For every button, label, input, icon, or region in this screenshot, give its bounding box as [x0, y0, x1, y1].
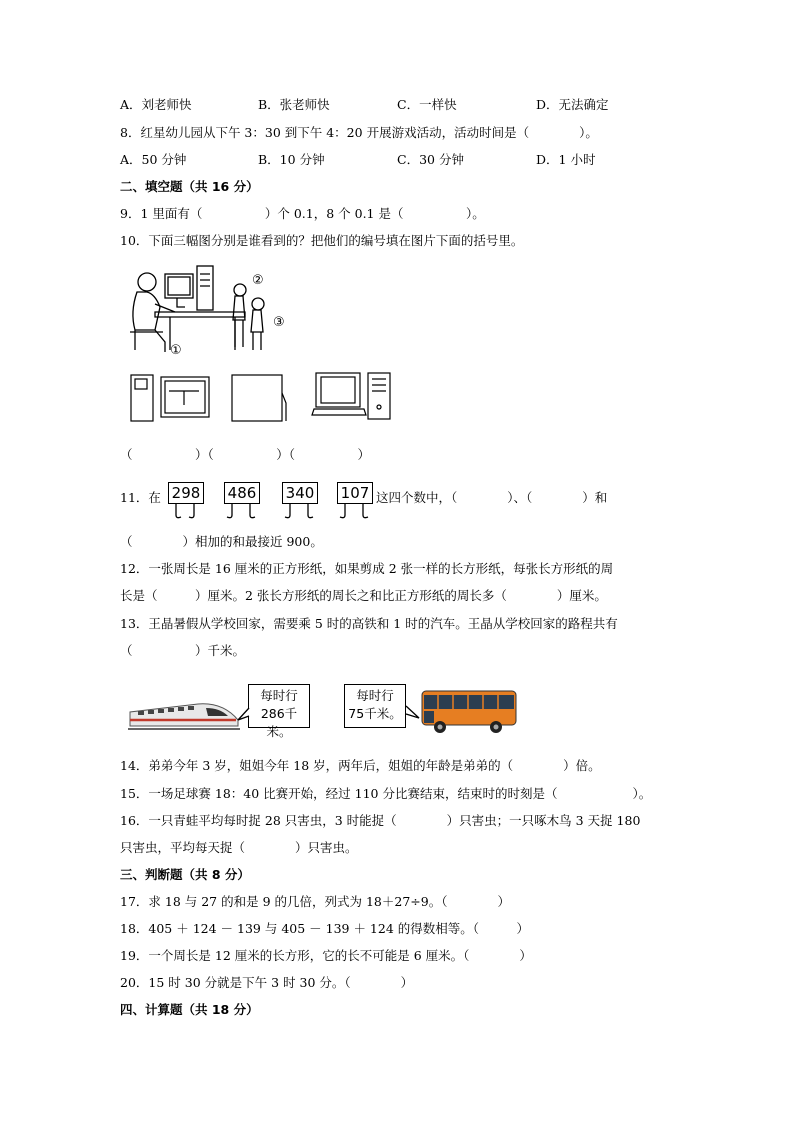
- q10-label-3: ③: [273, 315, 285, 330]
- section-4-title: 四、计算题（共 18 分）: [120, 1002, 259, 1017]
- q7-option-d: D．无法确定: [536, 97, 609, 112]
- high-speed-train-icon: [128, 696, 240, 732]
- q7-option-b: B．张老师快: [258, 97, 330, 112]
- q20: 20．15 时 30 分就是下午 3 时 30 分。（ ）: [120, 975, 414, 990]
- q17: 17．求 18 与 27 的和是 9 的几倍，列式为 18＋27÷9。（ ）: [120, 894, 510, 909]
- q10-view-1: [129, 373, 211, 423]
- q11-number-card-3: 340: [282, 482, 318, 504]
- train-speed-line-1: 每时行: [260, 688, 298, 703]
- bus-icon: [420, 687, 518, 735]
- q10-answer-blanks: （ ）（ ）（ ）: [120, 447, 371, 462]
- q10: 10．下面三幅图分别是谁看到的？把他们的编号填在图片下面的括号里。: [120, 233, 524, 248]
- q15: 15．一场足球赛 18：40 比赛开始，经过 110 分比赛结束，结束时的时刻是（ ）。: [120, 786, 652, 801]
- q10-label-2: ②: [252, 273, 264, 288]
- q7-option-c: C．一样快: [397, 97, 457, 112]
- q9: 9．1 里面有（ ）个 0.1，8 个 0.1 是（ ）。: [120, 206, 485, 221]
- q19: 19．一个周长是 12 厘米的长方形，它的长不可能是 6 厘米。（ ）: [120, 948, 532, 963]
- q11-suffix: 这四个数中，（ ）、（ ）和: [376, 490, 608, 505]
- bus-speed-bubble: [344, 684, 406, 728]
- q10-label-1: ①: [170, 343, 182, 358]
- bus-speed-line-2: 75千米。: [348, 706, 402, 721]
- section-2-title: 二、填空题（共 16 分）: [120, 179, 259, 194]
- q10-view-3: [312, 371, 394, 423]
- train-bubble-tail: [238, 708, 250, 722]
- q18: 18．405 ＋ 124 － 139 与 405 － 139 ＋ 124 的得数相等。（ ）: [120, 921, 530, 936]
- bus-speed-line-1: 每时行: [356, 688, 394, 703]
- q11-prefix: 11．在: [120, 490, 161, 505]
- q8-stem: 8．红星幼儿园从下午 3：30 到下午 4：20 开展游戏活动，活动时间是（ ）。: [120, 125, 598, 140]
- q7-option-a: A．刘老师快: [120, 97, 192, 112]
- q13-line-2: （ ）千米。: [120, 643, 246, 658]
- q11-card-legs: [168, 503, 378, 521]
- q11-number-card-2: 486: [224, 482, 260, 504]
- q16-line-1: 16．一只青蛙平均每时捉 28 只害虫，3 时能捉（ ）只害虫；一只啄木鸟 3 天捉 180: [120, 813, 641, 828]
- q13-line-1: 13．王晶暑假从学校回家，需要乘 5 时的高铁和 1 时的汽车。王晶从学校回家的路程共有: [120, 616, 618, 631]
- q8-option-a: A．50 分钟: [120, 152, 187, 167]
- section-3-title: 三、判断题（共 8 分）: [120, 867, 250, 882]
- q11-number-card-4: 107: [337, 482, 373, 504]
- q11-line-2: （ ）相加的和最接近 900。: [120, 534, 323, 549]
- q16-line-2: 只害虫，平均每天捉（ ）只害虫。: [120, 840, 358, 855]
- q12-line-2: 长是（ ）厘米。2 张长方形纸的周长之和比正方形纸的周长多（ ）厘米。: [120, 588, 607, 603]
- q10-view-2: [230, 373, 290, 423]
- q12-line-1: 12．一张周长是 16 厘米的正方形纸，如果剪成 2 张一样的长方形纸，每张长方形纸的周: [120, 561, 614, 576]
- q11-number-card-1: 298: [168, 482, 204, 504]
- bus-bubble-tail: [406, 706, 420, 720]
- q8-option-b: B．10 分钟: [258, 152, 325, 167]
- train-speed-bubble: [248, 684, 310, 739]
- q8-option-c: C．30 分钟: [397, 152, 464, 167]
- train-speed-line-2: 286千米。: [260, 706, 298, 739]
- q14: 14．弟弟今年 3 岁，姐姐今年 18 岁，两年后，姐姐的年龄是弟弟的（ ）倍。: [120, 758, 601, 773]
- q10-scene-illustration: [125, 262, 295, 357]
- q8-option-d: D．1 小时: [536, 152, 596, 167]
